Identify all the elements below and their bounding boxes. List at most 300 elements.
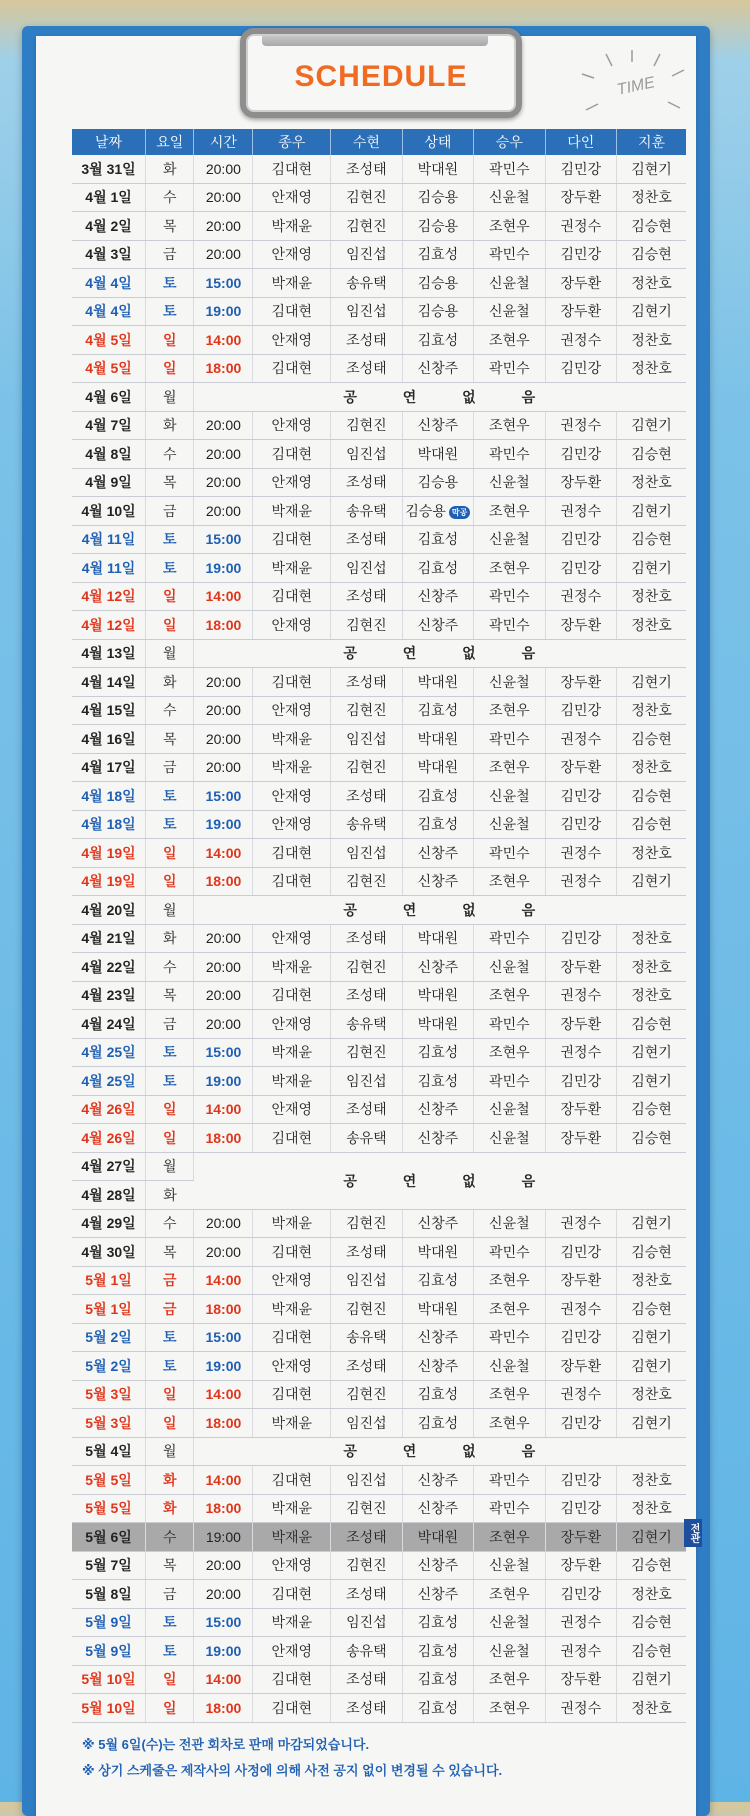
cast-cell bbox=[253, 468, 331, 497]
day-cell: 월 bbox=[146, 896, 194, 925]
cast-cell bbox=[402, 269, 473, 298]
cast-name: 장두환 bbox=[560, 759, 602, 776]
cast-cell bbox=[331, 440, 402, 469]
cast-name: 신윤철 bbox=[489, 673, 530, 690]
cast-name: 안재영 bbox=[271, 1557, 313, 1574]
cast-name: 정찬호 bbox=[631, 274, 672, 291]
cast-name: 박대원 bbox=[417, 1300, 459, 1317]
date-cell: 4월 20일 bbox=[72, 896, 146, 925]
cast-name: 박재윤 bbox=[271, 759, 313, 776]
cast-name: 김민강 bbox=[560, 1414, 602, 1431]
cast-name: 조성태 bbox=[346, 930, 387, 947]
sold-out-tag: 전관 bbox=[684, 1519, 702, 1547]
cast-cell bbox=[402, 753, 473, 782]
cast-name: 임진섭 bbox=[346, 1272, 387, 1289]
day-cell: 금 bbox=[146, 1295, 194, 1324]
cast-name: 조성태 bbox=[346, 1243, 387, 1260]
cast-cell bbox=[331, 1409, 402, 1438]
cast-name: 권정수 bbox=[560, 502, 602, 519]
date-cell: 4월 21일 bbox=[72, 924, 146, 953]
cast-cell bbox=[253, 725, 331, 754]
cast-name: 신윤철 bbox=[489, 274, 530, 291]
cast-cell bbox=[617, 810, 686, 839]
cast-name: 박대원 bbox=[417, 1243, 459, 1260]
cast-name: 김민강 bbox=[560, 787, 602, 804]
cast-name: 조현우 bbox=[489, 217, 530, 234]
cast-name: 김대현 bbox=[271, 360, 313, 377]
cast-cell bbox=[545, 354, 616, 383]
cast-cell bbox=[402, 1266, 473, 1295]
cast-cell bbox=[545, 611, 616, 640]
cast-cell bbox=[331, 212, 402, 241]
cast-name: 박대원 bbox=[417, 1015, 459, 1032]
cast-name: 김효성 bbox=[417, 1699, 459, 1716]
cast-cell bbox=[331, 839, 402, 868]
table-row bbox=[72, 867, 686, 896]
table-row bbox=[72, 1466, 686, 1495]
date-cell: 5월 2일 bbox=[72, 1323, 146, 1352]
cast-name: 김효성 bbox=[417, 1614, 459, 1631]
cast-name: 신창주 bbox=[417, 1129, 459, 1146]
table-row bbox=[72, 326, 686, 355]
date-cell: 4월 5일 bbox=[72, 326, 146, 355]
no-show-cell: 공 연 없 음 bbox=[194, 1152, 686, 1209]
cast-name: 신창주 bbox=[417, 1585, 459, 1602]
cast-cell bbox=[474, 1380, 545, 1409]
cast-name: 박대원 bbox=[417, 160, 459, 177]
day-cell: 수 bbox=[146, 183, 194, 212]
cast-name: 김효성 bbox=[417, 1044, 459, 1061]
cast-cell bbox=[402, 1637, 473, 1666]
cast-name: 권정수 bbox=[560, 987, 602, 1004]
table-row bbox=[72, 240, 686, 269]
cast-cell bbox=[617, 696, 686, 725]
cast-name: 임진섭 bbox=[346, 559, 387, 576]
table-row bbox=[72, 212, 686, 241]
cast-cell bbox=[253, 1608, 331, 1637]
time-cell: 18:00 bbox=[194, 1694, 253, 1723]
cast-name: 김승현 bbox=[631, 531, 672, 548]
cast-cell bbox=[545, 183, 616, 212]
cast-cell bbox=[545, 525, 616, 554]
time-cell: 19:00 bbox=[194, 1637, 253, 1666]
cast-name: 김효성 bbox=[417, 1386, 459, 1403]
cast-cell bbox=[617, 953, 686, 982]
time-cell: 18:00 bbox=[194, 611, 253, 640]
cast-name: 안재영 bbox=[271, 246, 313, 263]
cast-name: 박대원 bbox=[417, 673, 459, 690]
cast-name: 김승현 bbox=[631, 217, 672, 234]
table-row bbox=[72, 1494, 686, 1523]
cast-name: 정찬호 bbox=[631, 1272, 672, 1289]
date-cell: 4월 17일 bbox=[72, 753, 146, 782]
date-cell: 4월 4일 bbox=[72, 297, 146, 326]
cast-cell bbox=[545, 1665, 616, 1694]
cast-cell bbox=[617, 924, 686, 953]
day-cell: 수 bbox=[146, 440, 194, 469]
cast-cell bbox=[253, 155, 331, 183]
cast-cell bbox=[402, 582, 473, 611]
cast-cell bbox=[545, 782, 616, 811]
cast-cell bbox=[402, 525, 473, 554]
cast-name: 송유택 bbox=[346, 1329, 387, 1346]
cast-name: 김대현 bbox=[271, 1585, 313, 1602]
cast-cell bbox=[617, 1694, 686, 1723]
time-cell: 15:00 bbox=[194, 269, 253, 298]
cast-cell bbox=[617, 269, 686, 298]
cast-cell bbox=[545, 269, 616, 298]
cast-cell bbox=[402, 212, 473, 241]
cast-cell bbox=[253, 1266, 331, 1295]
cast-name: 박재윤 bbox=[271, 1528, 313, 1545]
cast-cell bbox=[253, 1637, 331, 1666]
cast-cell bbox=[253, 1466, 331, 1495]
cast-name: 곽민수 bbox=[489, 360, 530, 377]
date-cell: 4월 28일 bbox=[72, 1181, 146, 1210]
day-cell: 월 bbox=[146, 639, 194, 668]
cast-cell bbox=[331, 497, 402, 526]
cast-name: 신창주 bbox=[417, 1215, 459, 1232]
day-cell: 일 bbox=[146, 1409, 194, 1438]
cast-cell bbox=[617, 1523, 686, 1552]
cast-name: 김대현 bbox=[271, 1471, 313, 1488]
cast-cell bbox=[545, 212, 616, 241]
cast-name: 김민강 bbox=[560, 160, 602, 177]
cast-name: 김민강 bbox=[560, 1243, 602, 1260]
cast-name: 김민강 bbox=[560, 445, 602, 462]
cast-cell bbox=[545, 1124, 616, 1153]
time-cell: 14:00 bbox=[194, 582, 253, 611]
time-cell: 15:00 bbox=[194, 1323, 253, 1352]
cast-cell bbox=[545, 582, 616, 611]
cast-name: 정찬호 bbox=[631, 930, 672, 947]
cast-name: 정찬호 bbox=[631, 1699, 672, 1716]
table-row bbox=[72, 1295, 686, 1324]
cast-cell bbox=[474, 297, 545, 326]
day-cell: 월 bbox=[146, 1152, 194, 1181]
day-cell: 일 bbox=[146, 326, 194, 355]
cast-cell bbox=[617, 981, 686, 1010]
cast-cell bbox=[617, 155, 686, 183]
cast-name: 박대원 bbox=[417, 987, 459, 1004]
time-cell: 20:00 bbox=[194, 1551, 253, 1580]
cast-cell bbox=[617, 1466, 686, 1495]
cast-cell bbox=[402, 1380, 473, 1409]
cast-cell bbox=[331, 1694, 402, 1723]
cast-name: 김효성 bbox=[417, 1671, 459, 1688]
cast-name: 권정수 bbox=[560, 1642, 602, 1659]
cast-cell bbox=[617, 753, 686, 782]
cast-name: 김현기 bbox=[631, 160, 672, 177]
cast-name: 박재윤 bbox=[271, 1215, 313, 1232]
cast-name: 박재윤 bbox=[271, 958, 313, 975]
cast-cell bbox=[474, 269, 545, 298]
cast-cell bbox=[474, 1466, 545, 1495]
cast-name: 곽민수 bbox=[489, 160, 530, 177]
schedule-table bbox=[72, 129, 686, 1723]
table-row bbox=[72, 1694, 686, 1723]
date-cell: 4월 23일 bbox=[72, 981, 146, 1010]
cast-cell bbox=[474, 1095, 545, 1124]
cast-name: 김승현 bbox=[631, 1557, 672, 1574]
day-cell: 목 bbox=[146, 1551, 194, 1580]
cast-name: 박대원 bbox=[417, 930, 459, 947]
cast-name: 김대현 bbox=[271, 1243, 313, 1260]
day-cell: 수 bbox=[146, 1209, 194, 1238]
cast-name: 김대현 bbox=[271, 588, 313, 605]
table-row bbox=[72, 1010, 686, 1039]
cast-cell bbox=[402, 240, 473, 269]
cast-name: 김승용 bbox=[417, 474, 459, 491]
date-cell: 4월 14일 bbox=[72, 668, 146, 697]
cast-name: 임진섭 bbox=[346, 246, 387, 263]
cast-cell bbox=[545, 1323, 616, 1352]
cast-name: 김현기 bbox=[631, 303, 672, 320]
cast-cell bbox=[617, 1010, 686, 1039]
cast-name: 김현기 bbox=[631, 1528, 672, 1545]
no-show-cell: 공 연 없 음 bbox=[194, 896, 686, 925]
cast-cell bbox=[402, 611, 473, 640]
cast-cell bbox=[545, 1038, 616, 1067]
cast-cell bbox=[253, 611, 331, 640]
cast-name: 조성태 bbox=[346, 1585, 387, 1602]
time-cell: 20:00 bbox=[194, 183, 253, 212]
time-cell: 20:00 bbox=[194, 497, 253, 526]
date-cell: 5월 10일 bbox=[72, 1665, 146, 1694]
cast-name: 신윤철 bbox=[489, 816, 530, 833]
cast-cell bbox=[474, 1038, 545, 1067]
cast-cell bbox=[331, 1665, 402, 1694]
cast-cell bbox=[617, 867, 686, 896]
cast-cell bbox=[545, 1067, 616, 1096]
cast-name: 신윤철 bbox=[489, 1557, 530, 1574]
cast-name: 김현진 bbox=[346, 217, 387, 234]
cast-cell bbox=[617, 1494, 686, 1523]
time-cell: 15:00 bbox=[194, 1608, 253, 1637]
day-cell: 토 bbox=[146, 1038, 194, 1067]
cast-cell bbox=[402, 953, 473, 982]
date-cell: 4월 22일 bbox=[72, 953, 146, 982]
header-cell: 종우 bbox=[253, 129, 331, 155]
cast-name: 신윤철 bbox=[489, 1357, 530, 1374]
header-cell: 승우 bbox=[474, 129, 545, 155]
cast-cell bbox=[617, 525, 686, 554]
cast-name: 안재영 bbox=[271, 1272, 313, 1289]
cast-name: 정찬호 bbox=[631, 1585, 672, 1602]
cast-cell bbox=[545, 981, 616, 1010]
cast-name: 정찬호 bbox=[631, 588, 672, 605]
cast-name: 신윤철 bbox=[489, 958, 530, 975]
date-cell: 4월 18일 bbox=[72, 782, 146, 811]
cast-cell bbox=[253, 924, 331, 953]
day-cell: 월 bbox=[146, 383, 194, 412]
cast-name: 조현우 bbox=[489, 1671, 530, 1688]
cast-cell bbox=[617, 1352, 686, 1381]
cast-cell bbox=[331, 1466, 402, 1495]
cast-cell bbox=[253, 1352, 331, 1381]
cast-cell bbox=[331, 1209, 402, 1238]
cast-name: 김효성 bbox=[417, 331, 459, 348]
cast-cell bbox=[253, 525, 331, 554]
cast-cell bbox=[331, 1380, 402, 1409]
cast-name: 임진섭 bbox=[346, 303, 387, 320]
cast-cell bbox=[402, 1095, 473, 1124]
cast-name: 김민강 bbox=[560, 1585, 602, 1602]
day-cell: 일 bbox=[146, 1095, 194, 1124]
cast-cell bbox=[331, 525, 402, 554]
time-cell: 19:00 bbox=[194, 1352, 253, 1381]
cast-cell bbox=[474, 668, 545, 697]
cast-cell bbox=[617, 1551, 686, 1580]
table-row bbox=[72, 839, 686, 868]
table-row bbox=[72, 297, 686, 326]
cast-cell bbox=[402, 1323, 473, 1352]
cast-cell bbox=[617, 354, 686, 383]
cast-cell bbox=[617, 1038, 686, 1067]
cast-name: 박재윤 bbox=[271, 217, 313, 234]
cast-name: 안재영 bbox=[271, 1642, 313, 1659]
table-row bbox=[72, 953, 686, 982]
date-cell: 4월 15일 bbox=[72, 696, 146, 725]
cast-name: 정찬호 bbox=[631, 189, 672, 206]
cast-name: 김효성 bbox=[417, 559, 459, 576]
cast-name: 곽민수 bbox=[489, 1072, 530, 1089]
cast-cell bbox=[617, 1067, 686, 1096]
cast-cell bbox=[474, 212, 545, 241]
cast-name: 조성태 bbox=[346, 360, 387, 377]
cast-name: 김대현 bbox=[271, 873, 313, 890]
table-row bbox=[72, 1523, 686, 1552]
cast-cell bbox=[331, 725, 402, 754]
cast-cell bbox=[253, 1095, 331, 1124]
cast-name: 곽민수 bbox=[489, 1500, 530, 1517]
cast-name: 안재영 bbox=[271, 1101, 313, 1118]
table-row bbox=[72, 1409, 686, 1438]
date-cell: 5월 5일 bbox=[72, 1494, 146, 1523]
time-cell: 20:00 bbox=[194, 725, 253, 754]
cast-cell bbox=[402, 1580, 473, 1609]
cast-name: 곽민수 bbox=[489, 930, 530, 947]
cast-name: 조성태 bbox=[346, 331, 387, 348]
time-cell: 20:00 bbox=[194, 981, 253, 1010]
no-show-cell: 공 연 없 음 bbox=[194, 639, 686, 668]
cast-cell bbox=[617, 411, 686, 440]
cast-cell bbox=[331, 1266, 402, 1295]
cast-name: 권정수 bbox=[560, 588, 602, 605]
table-row bbox=[72, 155, 686, 183]
date-cell: 5월 1일 bbox=[72, 1295, 146, 1324]
table-row bbox=[72, 183, 686, 212]
cast-name: 김현진 bbox=[346, 417, 387, 434]
cast-cell bbox=[545, 1238, 616, 1267]
cast-name: 조성태 bbox=[346, 588, 387, 605]
cast-name: 김승현 bbox=[631, 1129, 672, 1146]
cast-name: 조현우 bbox=[489, 1585, 530, 1602]
cast-cell bbox=[402, 867, 473, 896]
cast-name: 정찬호 bbox=[631, 844, 672, 861]
cast-cell bbox=[253, 1038, 331, 1067]
cast-cell bbox=[331, 1323, 402, 1352]
cast-cell bbox=[331, 1124, 402, 1153]
cast-name: 안재영 bbox=[271, 417, 313, 434]
table-row bbox=[72, 383, 686, 412]
header-cell: 지훈 bbox=[617, 129, 686, 155]
cast-name: 신윤철 bbox=[489, 1129, 530, 1146]
date-cell: 4월 1일 bbox=[72, 183, 146, 212]
cast-name: 장두환 bbox=[560, 673, 602, 690]
cast-cell bbox=[617, 611, 686, 640]
cast-cell bbox=[402, 1494, 473, 1523]
table-row bbox=[72, 1238, 686, 1267]
cast-cell bbox=[331, 782, 402, 811]
cast-cell bbox=[402, 1352, 473, 1381]
table-row bbox=[72, 269, 686, 298]
cast-cell bbox=[617, 839, 686, 868]
cast-cell bbox=[253, 1551, 331, 1580]
cast-name: 김현기 bbox=[631, 1329, 672, 1346]
cast-name: 조성태 bbox=[346, 1699, 387, 1716]
cast-name: 김승현 bbox=[631, 787, 672, 804]
cast-name: 김현진 bbox=[346, 1215, 387, 1232]
cast-cell bbox=[545, 326, 616, 355]
cast-cell bbox=[474, 1523, 545, 1552]
cast-name: 김민강 bbox=[560, 559, 602, 576]
cast-name: 권정수 bbox=[560, 1614, 602, 1631]
cast-name: 김현기 bbox=[631, 1044, 672, 1061]
cast-cell bbox=[474, 981, 545, 1010]
cast-cell bbox=[402, 354, 473, 383]
cast-cell bbox=[402, 696, 473, 725]
cast-cell bbox=[617, 1095, 686, 1124]
cast-cell bbox=[402, 1067, 473, 1096]
cast-name: 곽민수 bbox=[489, 844, 530, 861]
cast-name: 곽민수 bbox=[489, 1243, 530, 1260]
date-cell: 5월 5일 bbox=[72, 1466, 146, 1495]
cast-name: 안재영 bbox=[271, 1357, 313, 1374]
cast-cell bbox=[253, 1124, 331, 1153]
cast-name: 김승현 bbox=[631, 1300, 672, 1317]
cast-cell bbox=[253, 1523, 331, 1552]
cast-name: 조현우 bbox=[489, 1414, 530, 1431]
cast-name: 신창주 bbox=[417, 844, 459, 861]
cast-name: 권정수 bbox=[560, 1044, 602, 1061]
cast-cell bbox=[545, 953, 616, 982]
cast-name: 김민강 bbox=[560, 531, 602, 548]
cast-cell bbox=[331, 155, 402, 183]
cast-name: 신윤철 bbox=[489, 474, 530, 491]
day-cell: 토 bbox=[146, 1608, 194, 1637]
cast-cell bbox=[253, 582, 331, 611]
cast-cell bbox=[545, 155, 616, 183]
cast-cell bbox=[331, 1580, 402, 1609]
date-cell: 4월 25일 bbox=[72, 1067, 146, 1096]
cast-cell bbox=[253, 1238, 331, 1267]
cast-name: 김승현 bbox=[631, 246, 672, 263]
cast-cell bbox=[474, 1323, 545, 1352]
cast-name: 김대현 bbox=[271, 987, 313, 1004]
time-cell: 18:00 bbox=[194, 1409, 253, 1438]
cast-cell bbox=[253, 1209, 331, 1238]
cast-name: 신창주 bbox=[417, 873, 459, 890]
cast-cell bbox=[253, 1580, 331, 1609]
cast-name: 박재윤 bbox=[271, 1072, 313, 1089]
day-cell: 토 bbox=[146, 810, 194, 839]
table-row bbox=[72, 554, 686, 583]
cast-name: 장두환 bbox=[560, 303, 602, 320]
cast-name: 신윤철 bbox=[489, 531, 530, 548]
cast-name: 박재윤 bbox=[271, 1300, 313, 1317]
day-cell: 목 bbox=[146, 212, 194, 241]
